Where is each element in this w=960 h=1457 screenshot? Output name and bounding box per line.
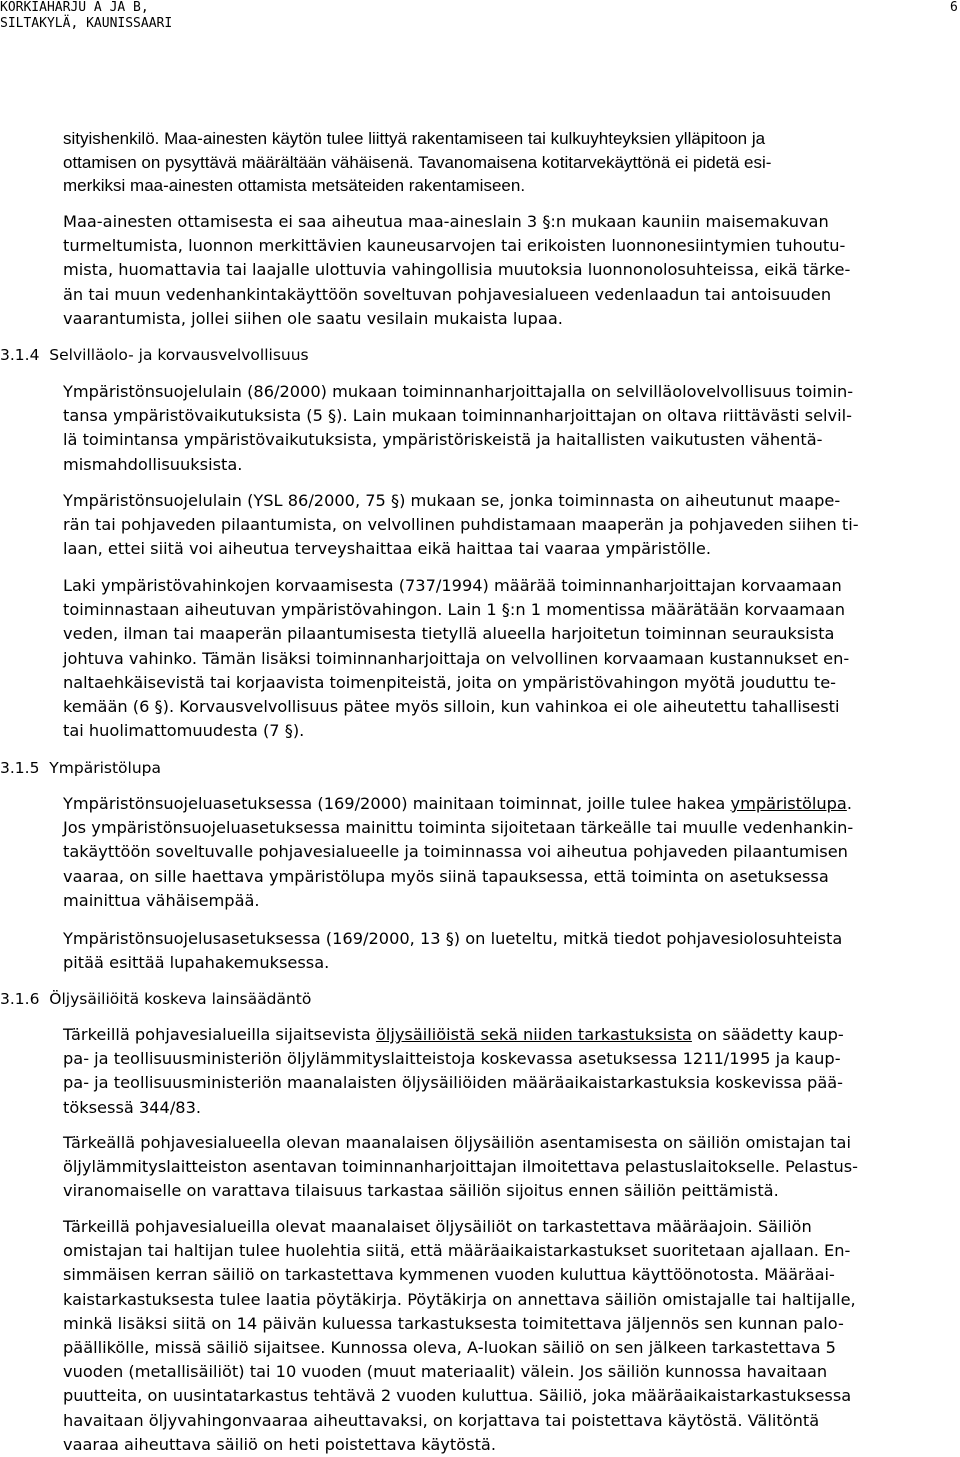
text-span: on säädetty kaup- pa- ja teollisuusministeriön öljylämmityslaitteistoja koskevassa asetuksessa 1211/1995 ja kaup- pa- ja teollisuusministeriön maanalaisten öljysäiliöiden määräaikaistarkastuksia koskevissa pää- töksessä 344/83. — [63, 1025, 844, 1117]
paragraph-continued: sityishenkilö. Maa-ainesten käytön tulee liittyä rakentamiseen tai kulkuyhteyksien ylläpitoon ja ottamisen on pysyttävä määrältään vähäisenä. Tavanomaisena kotitarvekäyttönä ei pidetä esi- merkiksi maa-ainesten ottamista metsäteiden rakentamiseen. — [63, 129, 772, 195]
paragraph-ymparistolupa — [63, 792, 960, 913]
header-line-2: SILTAKYLÄ, KAUNISSAARI — [0, 16, 173, 31]
paragraph-selvillaolovelvollisuus: Ympäristönsuojelulain (86/2000) mukaan toiminnanharjoittajalla on selvilläolovelvollisuus toimin- tansa ympäristövaikutuksista (5 §). Lain mukaan toiminnanharjoittajan on oltava riittävästi selvil- lä toimintansa ympäristövaikutuksista, ympäristöriskeistä ja haitallisten vaikutusten vähentä- mismahdollisuuksista. — [63, 382, 854, 474]
link-ymparistolupa[interactable]: ympäristölupa — [730, 794, 847, 813]
paragraph-oljysailiot — [63, 1023, 960, 1120]
paragraph-maa-aineslaki: Maa-ainesten ottamisesta ei saa aiheutua maa-aineslain 3 §:n mukaan kauniin maisemakuvan turmeltumista, luonnon merkittävien kauneusarvojen tai erikoisten luonnonesiintymien tuhoutu- mista, huomattavia tai laajalle ulottuvia vahingollisia muutoksia luonnonolosuhteissa, eikä tärke- än tai muun vedenhankintakäyttöön soveltuvan pohjavesialueen vedenlaadun tai antoisuuden vaarantumista, jollei siihen ole saatu vesilain mukaista lupaa. — [63, 212, 851, 328]
section-heading-3-1-4: 3.1.4 Selvilläolo- ja korvausvelvollisuus — [0, 346, 309, 364]
running-header — [0, 0, 172, 32]
paragraph-lupahakemus: Ympäristönsuojelusasetuksessa (169/2000, 13 §) on lueteltu, mitkä tiedot pohjavesiolosuhteista pitää esittää lupahakemuksessa. — [63, 929, 843, 973]
paragraph-ymparistovahinkolaki: Laki ympäristövahinkojen korvaamisesta (737/1994) määrää toiminnanharjoittajan korvaamaan toiminnastaan aiheutuvan ympäristövahingon. Lain 1 §:n 1 momentissa määrätään korvaamaan veden, ilman tai maaperän pilaantumisesta tietyllä alueella harjoitetun toiminnan seurauksista johtuva vahinko. Tämän lisäksi toiminnanharjoittaja on velvollinen korvaamaan kustannukset en- naltaehkäisevistä tai korjaavista toimenpiteistä, joita on ympäristövahingon myötä jouduttu te- kemään (6 §). Korvausvelvollisuus pätee myös silloin, kun vahinkoa ei ole aiheutettu tahallisesti tai huolimattomuudesta (7 §). — [63, 576, 850, 741]
text-span: . Jos ympäristönsuojeluasetuksessa mainittu toiminta sijoitetaan tärkeälle tai muulle vedenhankin- takäyttöön soveltuvalle pohjavesialueelle ja toiminnassa voi aiheutua pohjaveden pilaantumisen vaaraa, on sille haettava ympäristölupa myös siinä tapauksessa, että toiminta on asetuksessa mainittua vähäisempää. — [63, 794, 854, 910]
section-heading-3-1-5: 3.1.5 Ympäristölupa — [0, 759, 161, 777]
paragraph-asentaminen: Tärkeällä pohjavesialueella olevan maanalaisen öljysäiliön asentamisesta on säiliön omistajan tai öljylämmityslaitteiston asentavan toiminnanharjoittajan ilmoitettava pelastuslaitokselle. Pelastus- viranomaiselle on varattava tilaisuus tarkastaa säiliön sijoitus ennen säiliön peittämistä. — [63, 1133, 858, 1201]
text-span: Ympäristönsuojeluasetuksessa (169/2000) mainitaan toiminnat, joille tulee hakea — [63, 794, 731, 813]
paragraph-tarkastukset: Tärkeillä pohjavesialueilla olevat maanalaiset öljysäiliöt on tarkastettava määräajoin. Säiliön omistajan tai haltijan tulee huolehtia siitä, että määräaikaistarkastukset suoritetaan ajallaan. En- simmäisen kerran säiliö on tarkastettava kymmenen vuoden kuluttua käyttöönotosta. Määräai- kaistarkastuksesta tulee laatia pöytäkirja. Pöytäkirja on annettava säiliön omistajalle tai haltijalle, minkä lisäksi siitä on 14 päivän kuluessa tarkastuksesta toimitettava jäljennös sen kunnan palo- päällikölle, missä säiliö sijaitsee. Kunnossa oleva, A-luokan säiliö on sen jälkeen tarkastettava 5 vuoden (metallisäiliöt) tai 10 vuoden (muut materiaalit) välein. Jos säiliön kunnossa havaitaan puutteita, on uusintatarkastus tehtävä 2 vuoden kuluttua. Säiliö, joka määräaikaistarkastuksessa havaitaan öljyvahingonvaaraa aiheuttavaksi, on korjattava tai poistettava käytöstä. Välitöntä vaaraa aiheuttava säiliö on heti poistettava käytöstä. — [63, 1217, 856, 1454]
header-line-1: KORKIAHARJU A JA B, — [0, 0, 149, 15]
link-oljysailiot[interactable]: öljysäiliöistä sekä niiden tarkastuksista — [375, 1025, 692, 1044]
paragraph-ysl-75: Ympäristönsuojelulain (YSL 86/2000, 75 §) mukaan se, jonka toiminnasta on aiheutunut maape- rän tai pohjaveden pilaantumista, on velvollinen puhdistamaan maaperän ja pohjaveden siihen ti- laan, ettei siitä voi aiheutua terveyshaittaa eikä haittaa tai vaaraa ympäristölle. — [63, 491, 859, 559]
section-heading-3-1-6: 3.1.6 Öljysäiliöitä koskeva lainsäädäntö — [0, 990, 312, 1008]
page-number: 6 — [950, 0, 958, 15]
text-span: Tärkeillä pohjavesialueilla sijaitsevista — [63, 1025, 376, 1044]
